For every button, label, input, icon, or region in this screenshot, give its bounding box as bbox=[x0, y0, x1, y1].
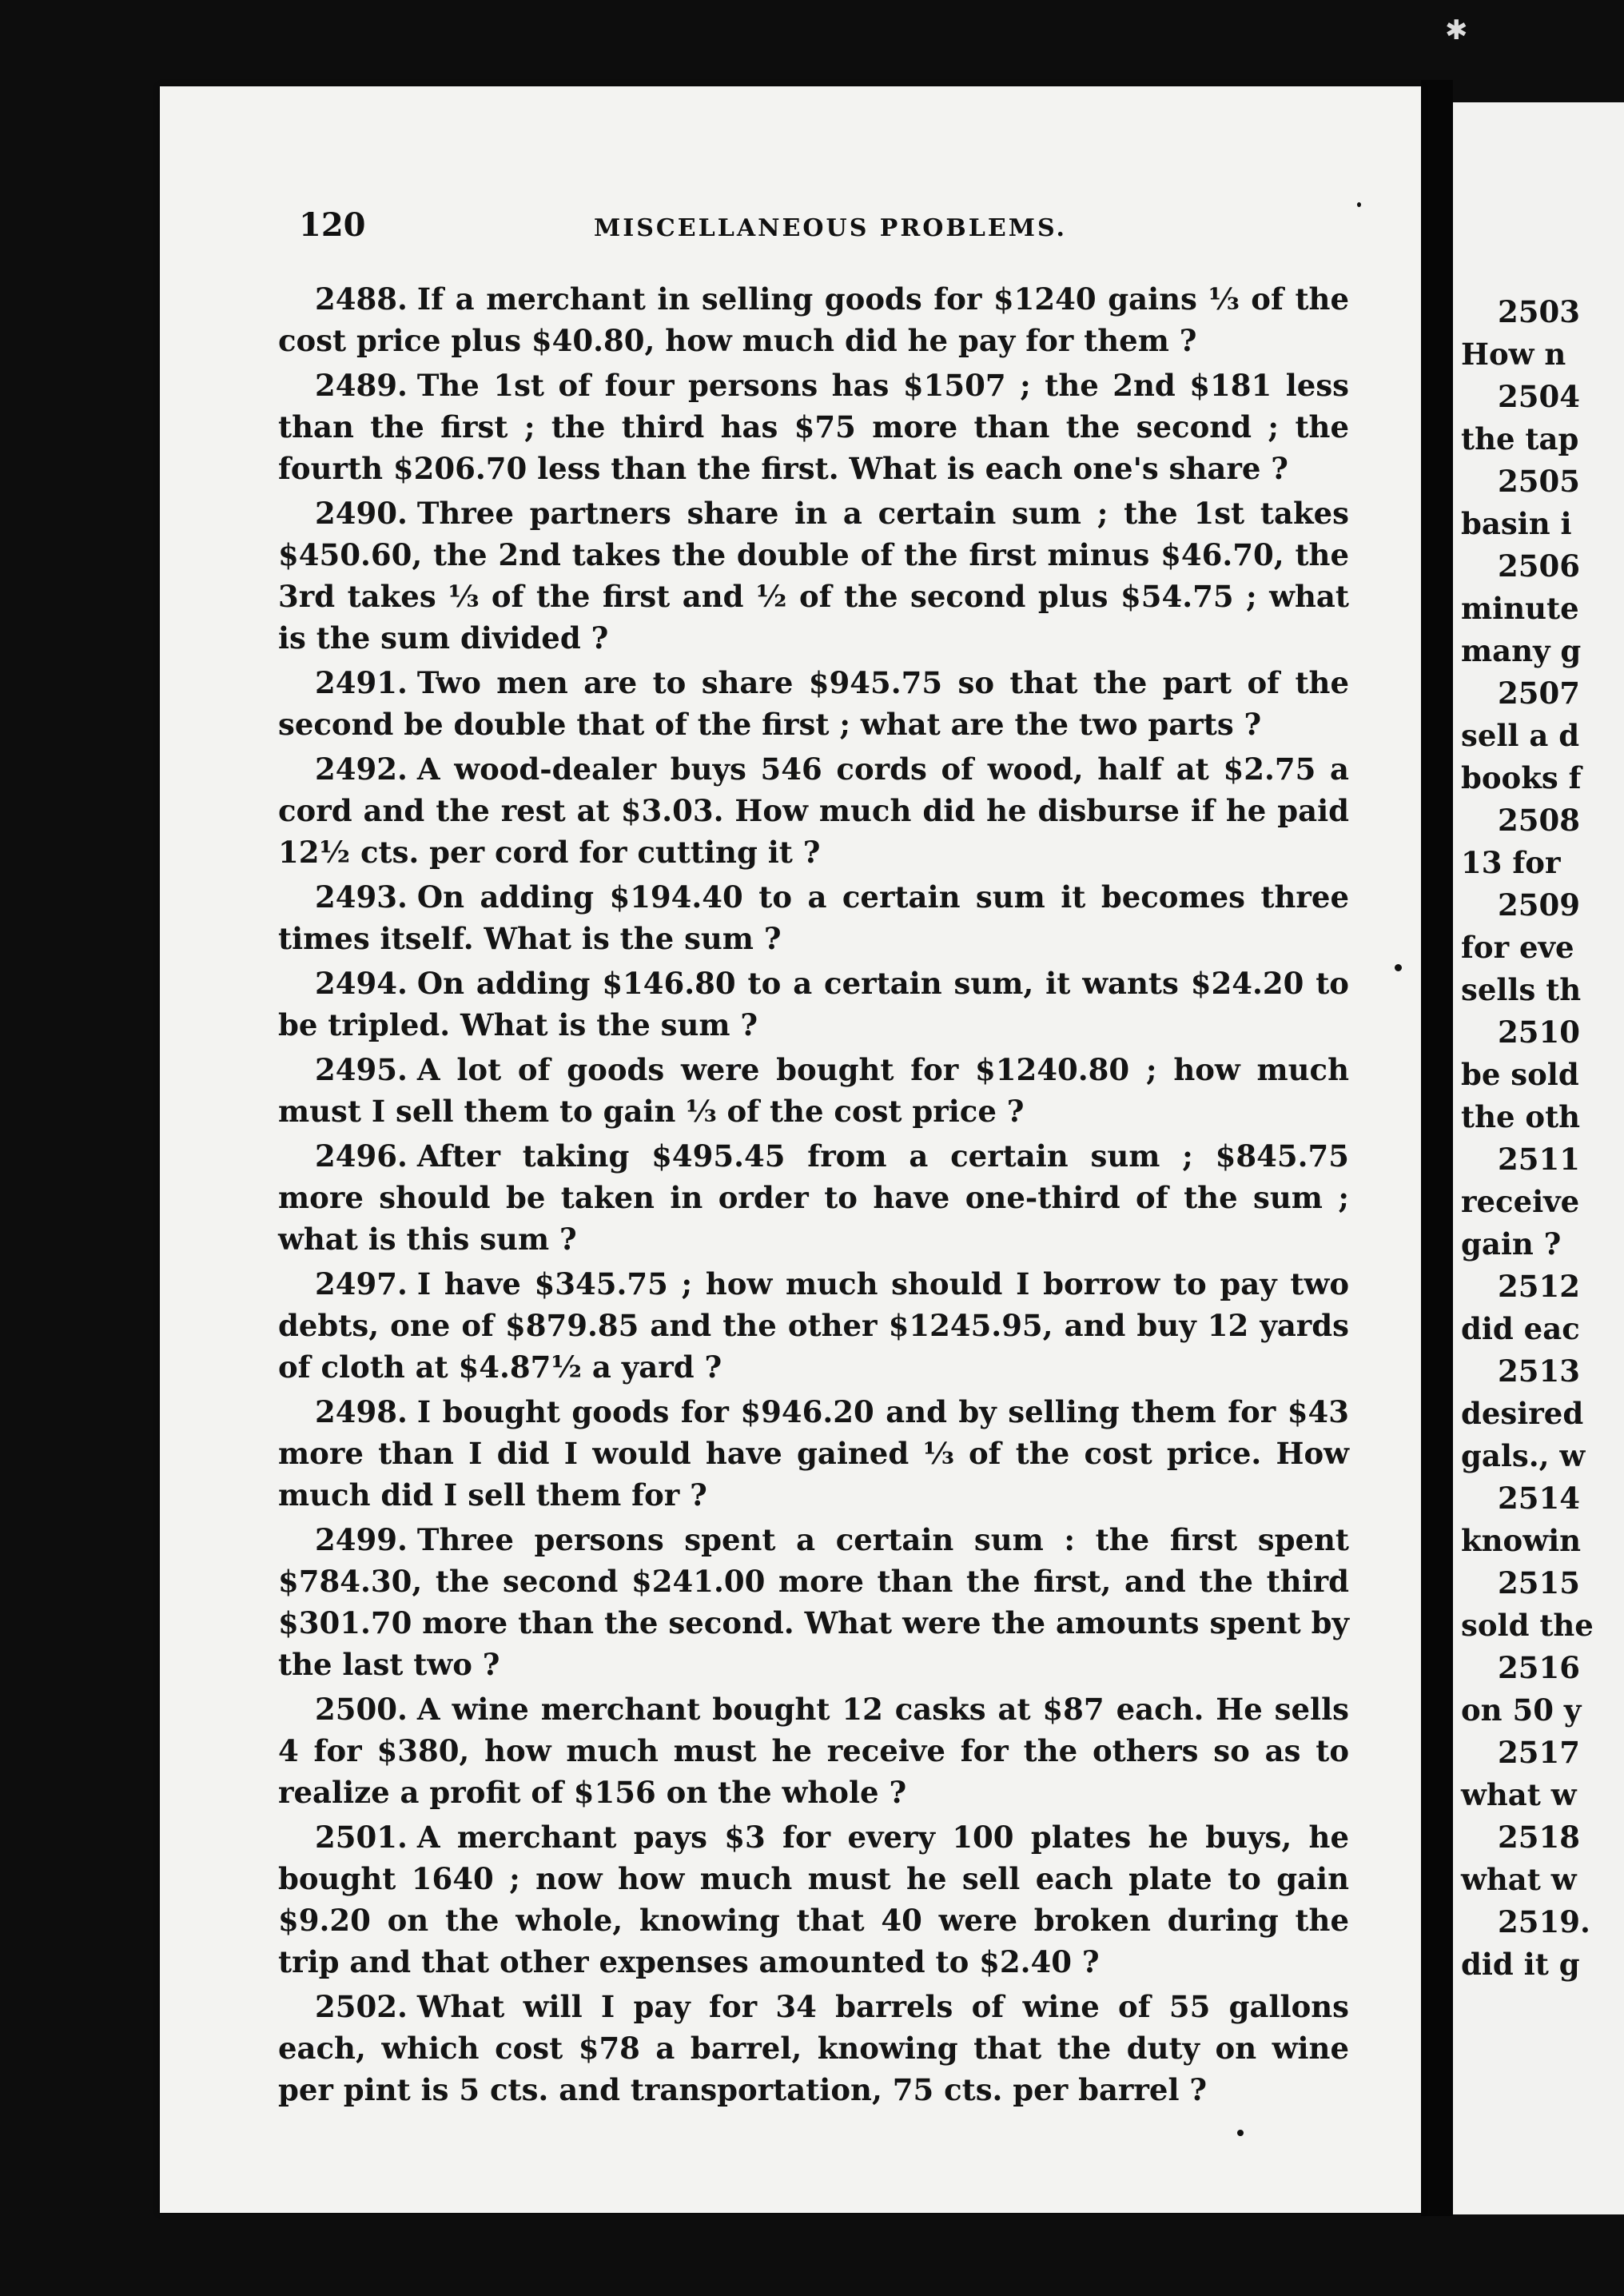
fragment-line: 2503 bbox=[1498, 294, 1580, 329]
problem-2497 bbox=[278, 1263, 1349, 1388]
problem-text: On adding $146.80 to a certain sum, it wants $24.20 to be tripled. What is the sum ? bbox=[278, 966, 1349, 1042]
fragment-line: 2518 bbox=[1498, 1820, 1580, 1855]
problem-text: A lot of goods were bought for $1240.80 ; how much must I sell them to gain ⅓ of the cost price ? bbox=[278, 1052, 1349, 1129]
scan-artifact-mark: ✱ bbox=[1445, 14, 1468, 46]
problem-text: A wine merchant bought 12 casks at $87 each. He sells 4 for $380, how much must he receive for the others so as to realize a profit of $156 on the whole ? bbox=[278, 1692, 1349, 1810]
problem-text: I bought goods for $946.20 and by selling them for $43 more than I did I would have gained ⅓ of the cost price. How much did I sell them for ? bbox=[278, 1394, 1349, 1513]
problem-text: A wood-dealer buys 546 cords of wood, half at $2.75 a cord and the rest at $3.03. How much did he disburse if he paid 12½ cts. per cord for cutting it ? bbox=[278, 751, 1349, 870]
print-speck bbox=[1237, 2130, 1244, 2136]
fragment-line: 13 for bbox=[1461, 845, 1561, 880]
problem-list bbox=[278, 278, 1349, 2114]
problem-number: 2488. bbox=[315, 281, 408, 317]
fragment-line: what w bbox=[1461, 1777, 1577, 1812]
fragment-line: be sold bbox=[1461, 1057, 1579, 1092]
fragment-line: 2505 bbox=[1498, 464, 1580, 499]
problem-2492 bbox=[278, 748, 1349, 873]
problem-number: 2496. bbox=[315, 1138, 408, 1174]
problem-2499 bbox=[278, 1519, 1349, 1685]
problem-number: 2498. bbox=[315, 1394, 408, 1429]
problem-text: I have $345.75 ; how much should I borrow to pay two debts, one of $879.85 and the other $1245.95, and buy 12 yards of cloth at $4.87½ a yard ? bbox=[278, 1266, 1349, 1385]
running-head bbox=[299, 206, 1362, 254]
fragment-line: 2507 bbox=[1498, 676, 1580, 711]
fragment-line: 2508 bbox=[1498, 803, 1580, 838]
problem-text: After taking $495.45 from a certain sum ; $845.75 more should be taken in order to have one-third of the sum ; what is this sum ? bbox=[278, 1138, 1349, 1257]
fragment-line: 2510 bbox=[1498, 1014, 1580, 1050]
print-speck bbox=[1357, 202, 1361, 207]
fragment-line: 2519. bbox=[1498, 1904, 1590, 1939]
problem-text: Three partners share in a certain sum ; the 1st takes $450.60, the 2nd takes the double of the first minus $46.70, the 3rd takes ⅓ of the first and ½ of the second plus $54.75 ; what is the sum divided ? bbox=[278, 496, 1349, 656]
fragment-line: 2512 bbox=[1498, 1269, 1580, 1304]
fragment-line: sell a d bbox=[1461, 718, 1580, 753]
fragment-line: books f bbox=[1461, 760, 1582, 795]
problem-2489 bbox=[278, 365, 1349, 489]
problem-text: Three persons spent a certain sum : the first spent $784.30, the second $241.00 more than the first, and the third $301.70 more than the second. What were the amounts spent by the last two ? bbox=[278, 1522, 1349, 1682]
fragment-line: what w bbox=[1461, 1862, 1577, 1897]
problem-number: 2502. bbox=[315, 1989, 408, 2024]
fragment-line: desired bbox=[1461, 1396, 1584, 1431]
fragment-line: 2514 bbox=[1498, 1481, 1580, 1516]
fragment-line: minute bbox=[1461, 591, 1579, 626]
fragment-line: 2516 bbox=[1498, 1650, 1580, 1685]
right-page-partial bbox=[1453, 102, 1624, 2214]
print-speck bbox=[1395, 964, 1402, 971]
problem-number: 2490. bbox=[315, 496, 408, 531]
problem-2501 bbox=[278, 1816, 1349, 1983]
problem-number: 2493. bbox=[315, 879, 408, 915]
problem-number: 2499. bbox=[315, 1522, 408, 1557]
fragment-line: 2506 bbox=[1498, 548, 1580, 584]
problem-text: If a merchant in selling goods for $1240 gains ⅓ of the cost price plus $40.80, how much did he pay for them ? bbox=[278, 281, 1349, 358]
problem-2491 bbox=[278, 662, 1349, 745]
fragment-line: receive bbox=[1461, 1184, 1580, 1219]
problem-2488 bbox=[278, 278, 1349, 361]
problem-2500 bbox=[278, 1688, 1349, 1813]
fragment-line: 2504 bbox=[1498, 379, 1580, 414]
fragment-line: sells th bbox=[1461, 972, 1582, 1007]
problem-number: 2495. bbox=[315, 1052, 408, 1087]
fragment-line: did eac bbox=[1461, 1311, 1580, 1346]
fragment-line: basin i bbox=[1461, 506, 1572, 541]
problem-2493 bbox=[278, 876, 1349, 959]
problem-number: 2491. bbox=[315, 665, 408, 700]
problem-2502 bbox=[278, 1986, 1349, 2111]
problem-number: 2492. bbox=[315, 751, 408, 787]
problem-text: The 1st of four persons has $1507 ; the 2nd $181 less than the first ; the third has $75 more than the second ; the fourth $206.70 less than the first. What is each one's share ? bbox=[278, 368, 1349, 486]
problem-text: On adding $194.40 to a certain sum it becomes three times itself. What is the sum ? bbox=[278, 879, 1349, 956]
problem-2498 bbox=[278, 1391, 1349, 1516]
problem-number: 2497. bbox=[315, 1266, 408, 1301]
fragment-line: the oth bbox=[1461, 1099, 1581, 1134]
fragment-line: many g bbox=[1461, 633, 1582, 668]
problem-2490 bbox=[278, 492, 1349, 659]
fragment-line: knowin bbox=[1461, 1523, 1582, 1558]
fragment-line: sold the bbox=[1461, 1608, 1594, 1643]
right-page-fragments bbox=[1461, 291, 1624, 1986]
left-page bbox=[160, 86, 1421, 2213]
fragment-line: on 50 y bbox=[1461, 1692, 1582, 1728]
problem-text: Two men are to share $945.75 so that the part of the second be double that of the first ; what are the two parts ? bbox=[278, 665, 1349, 742]
fragment-line: 2509 bbox=[1498, 887, 1580, 923]
fragment-line: How n bbox=[1461, 337, 1566, 372]
fragment-line: for eve bbox=[1461, 930, 1574, 965]
problem-number: 2489. bbox=[315, 368, 408, 403]
problem-number: 2500. bbox=[315, 1692, 408, 1727]
problem-2494 bbox=[278, 963, 1349, 1046]
fragment-line: 2515 bbox=[1498, 1565, 1580, 1600]
page-number: 120 bbox=[299, 206, 366, 244]
fragment-line: 2511 bbox=[1498, 1142, 1580, 1177]
problem-2495 bbox=[278, 1049, 1349, 1132]
problem-text: A merchant pays $3 for every 100 plates he buys, he bought 1640 ; now how much must he sell each plate to gain $9.20 on the whole, knowing that 40 were broken during the trip and that other expenses amounted to $2.40 ? bbox=[278, 1820, 1349, 1979]
fragment-line: gain ? bbox=[1461, 1226, 1562, 1262]
problem-2496 bbox=[278, 1135, 1349, 1260]
fragment-line: did it g bbox=[1461, 1947, 1580, 1982]
fragment-line: 2513 bbox=[1498, 1353, 1580, 1389]
problem-number: 2494. bbox=[315, 966, 408, 1001]
problem-text: What will I pay for 34 barrels of wine of 55 gallons each, which cost $78 a barrel, knowing that the duty on wine per pint is 5 cts. and transportation, 75 cts. per barrel ? bbox=[278, 1989, 1349, 2107]
page-title: MISCELLANEOUS PROBLEMS. bbox=[594, 214, 1067, 242]
fragment-line: the tap bbox=[1461, 421, 1579, 456]
fragment-line: gals., w bbox=[1461, 1438, 1586, 1473]
problem-number: 2501. bbox=[315, 1820, 408, 1855]
fragment-line: 2517 bbox=[1498, 1735, 1580, 1770]
book-spine-gutter bbox=[1421, 80, 1453, 2216]
